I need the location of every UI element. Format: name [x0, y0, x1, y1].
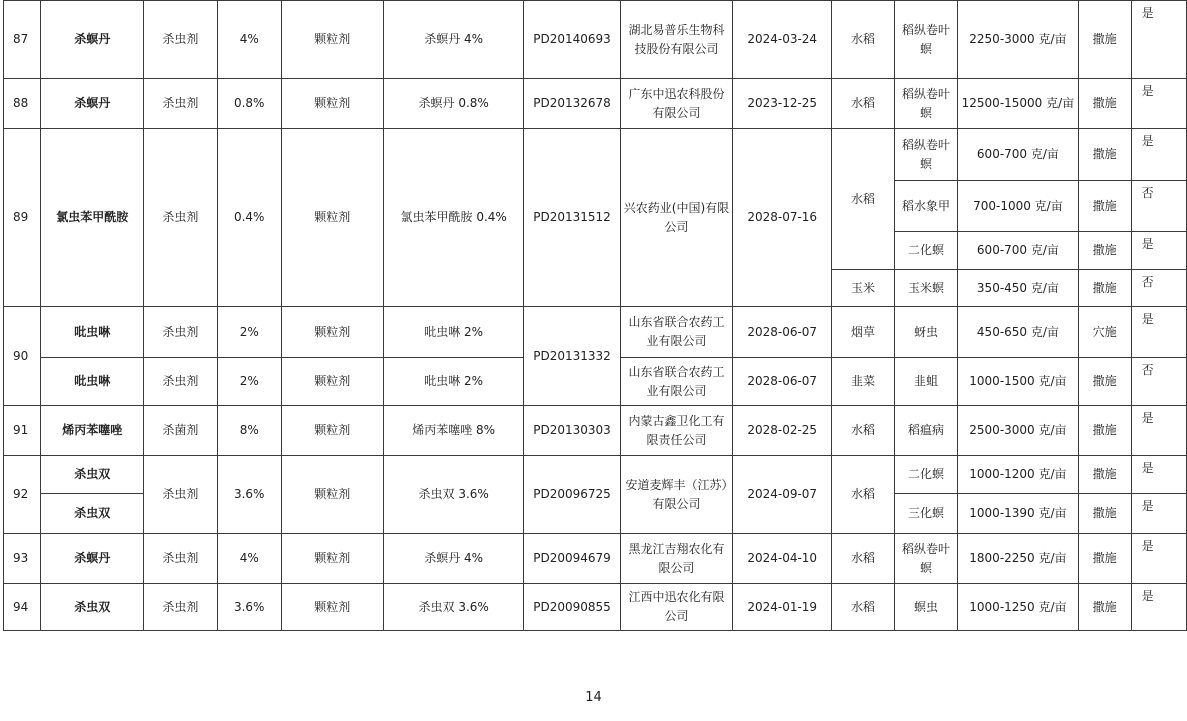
- dosage: 1000-1500 克/亩: [958, 358, 1078, 406]
- flag-value: 是: [1131, 79, 1186, 129]
- dosage: 700-1000 克/亩: [958, 181, 1078, 232]
- valid-until-date: 2023-12-25: [733, 79, 832, 129]
- registration-number: PD20096725: [524, 456, 620, 534]
- application-method: 撒施: [1078, 232, 1131, 270]
- application-method: 撒施: [1078, 494, 1131, 534]
- application-method: 撒施: [1078, 534, 1131, 584]
- crop: 水稻: [832, 534, 895, 584]
- content-percent: 2%: [217, 307, 281, 358]
- dosage: 1000-1390 克/亩: [958, 494, 1078, 534]
- target-pest: 二化螟: [894, 456, 958, 494]
- target-pest: 玉米螟: [894, 270, 958, 307]
- product-name: 吡虫啉 2%: [383, 307, 523, 358]
- content-percent: 2%: [217, 358, 281, 406]
- formulation: 颗粒剂: [281, 129, 383, 307]
- product-name: 杀螟丹 4%: [383, 534, 523, 584]
- target-pest: 三化螟: [894, 494, 958, 534]
- dosage: 600-700 克/亩: [958, 129, 1078, 181]
- application-method: 撒施: [1078, 129, 1131, 181]
- flag-value: 是: [1131, 232, 1186, 270]
- product-name: 杀虫双 3.6%: [383, 584, 523, 631]
- flag-value: 是: [1131, 129, 1186, 181]
- target-pest: 稻纵卷叶螟: [894, 1, 958, 79]
- registration-number: PD20140693: [524, 1, 620, 79]
- company-name: 兴农药业(中国)有限公司: [620, 129, 733, 307]
- ingredient-name: 杀虫双: [41, 494, 143, 534]
- application-method: 撒施: [1078, 456, 1131, 494]
- application-method: 撒施: [1078, 406, 1131, 456]
- dosage: 1800-2250 克/亩: [958, 534, 1078, 584]
- dosage: 600-700 克/亩: [958, 232, 1078, 270]
- target-pest: 稻纵卷叶螟: [894, 129, 958, 181]
- row-number: 90: [4, 307, 41, 406]
- table-row: [4, 129, 1187, 181]
- row-number: 89: [4, 129, 41, 307]
- target-pest: 稻纵卷叶螟: [894, 79, 958, 129]
- table-row: [4, 307, 1187, 358]
- company-name: 广东中迅农科股份有限公司: [620, 79, 733, 129]
- table-row: [4, 79, 1187, 129]
- row-number: 87: [4, 1, 41, 79]
- crop: 水稻: [832, 406, 895, 456]
- row-number: 88: [4, 79, 41, 129]
- target-pest: 稻水象甲: [894, 181, 958, 232]
- registration-number: PD20131332: [524, 307, 620, 406]
- content-percent: 8%: [217, 406, 281, 456]
- table-row: [4, 534, 1187, 584]
- formulation: 颗粒剂: [281, 534, 383, 584]
- ingredient-name: 氯虫苯甲酰胺: [41, 129, 143, 307]
- flag-value: 否: [1131, 270, 1186, 307]
- ingredient-name: 杀螟丹: [41, 1, 143, 79]
- content-percent: 0.4%: [217, 129, 281, 307]
- product-name: 杀虫双 3.6%: [383, 456, 523, 534]
- target-pest: 稻纵卷叶螟: [894, 534, 958, 584]
- formulation: 颗粒剂: [281, 584, 383, 631]
- pesticide-category: 杀虫剂: [143, 456, 217, 534]
- table-row: [4, 584, 1187, 631]
- pesticide-category: 杀虫剂: [143, 534, 217, 584]
- crop: 水稻: [832, 584, 895, 631]
- dosage: 1000-1250 克/亩: [958, 584, 1078, 631]
- formulation: 颗粒剂: [281, 406, 383, 456]
- formulation: 颗粒剂: [281, 456, 383, 534]
- formulation: 颗粒剂: [281, 79, 383, 129]
- content-percent: 4%: [217, 534, 281, 584]
- row-number: 94: [4, 584, 41, 631]
- formulation: 颗粒剂: [281, 1, 383, 79]
- pesticide-registration-table: [3, 0, 1187, 631]
- valid-until-date: 2024-04-10: [733, 534, 832, 584]
- registration-number: PD20090855: [524, 584, 620, 631]
- registration-number: PD20094679: [524, 534, 620, 584]
- row-number: 92: [4, 456, 41, 534]
- formulation: 颗粒剂: [281, 307, 383, 358]
- dosage: 1000-1200 克/亩: [958, 456, 1078, 494]
- application-method: 撒施: [1078, 584, 1131, 631]
- row-number: 93: [4, 534, 41, 584]
- dosage: 12500-15000 克/亩: [958, 79, 1078, 129]
- crop: 水稻: [832, 1, 895, 79]
- product-name: 吡虫啉 2%: [383, 358, 523, 406]
- dosage: 2500-3000 克/亩: [958, 406, 1078, 456]
- pesticide-category: 杀虫剂: [143, 129, 217, 307]
- pesticide-category: 杀虫剂: [143, 358, 217, 406]
- company-name: 江西中迅农化有限公司: [620, 584, 733, 631]
- valid-until-date: 2028-06-07: [733, 358, 832, 406]
- company-name: 黑龙江吉翔农化有限公司: [620, 534, 733, 584]
- valid-until-date: 2028-06-07: [733, 307, 832, 358]
- dosage: 450-650 克/亩: [958, 307, 1078, 358]
- crop: 水稻: [832, 456, 895, 534]
- dosage: 350-450 克/亩: [958, 270, 1078, 307]
- pesticide-category: 杀虫剂: [143, 584, 217, 631]
- pesticide-category: 杀菌剂: [143, 406, 217, 456]
- crop: 玉米: [832, 270, 895, 307]
- flag-value: 是: [1131, 584, 1186, 631]
- application-method: 撒施: [1078, 181, 1131, 232]
- product-name: 烯丙苯噻唑 8%: [383, 406, 523, 456]
- company-name: 内蒙古鑫卫化工有限责任公司: [620, 406, 733, 456]
- application-method: 撒施: [1078, 79, 1131, 129]
- target-pest: 蚜虫: [894, 307, 958, 358]
- application-method: 撒施: [1078, 270, 1131, 307]
- target-pest: 稻瘟病: [894, 406, 958, 456]
- flag-value: 否: [1131, 358, 1186, 406]
- registration-number: PD20132678: [524, 79, 620, 129]
- content-percent: 3.6%: [217, 584, 281, 631]
- table-row: [4, 406, 1187, 456]
- page-number: 14: [585, 690, 602, 705]
- flag-value: 是: [1131, 307, 1186, 358]
- row-number: 91: [4, 406, 41, 456]
- application-method: 穴施: [1078, 307, 1131, 358]
- flag-value: 是: [1131, 494, 1186, 534]
- pesticide-category: 杀虫剂: [143, 307, 217, 358]
- target-pest: 螟虫: [894, 584, 958, 631]
- pesticide-category: 杀虫剂: [143, 1, 217, 79]
- ingredient-name: 杀虫双: [41, 584, 143, 631]
- flag-value: 是: [1131, 406, 1186, 456]
- company-name: 山东省联合农药工业有限公司: [620, 307, 733, 358]
- ingredient-name: 吡虫啉: [41, 307, 143, 358]
- flag-value: 是: [1131, 1, 1186, 79]
- crop: 水稻: [832, 79, 895, 129]
- ingredient-name: 烯丙苯噻唑: [41, 406, 143, 456]
- ingredient-name: 吡虫啉: [41, 358, 143, 406]
- registration-number: PD20131512: [524, 129, 620, 307]
- valid-until-date: 2024-09-07: [733, 456, 832, 534]
- content-percent: 4%: [217, 1, 281, 79]
- product-name: 氯虫苯甲酰胺 0.4%: [383, 129, 523, 307]
- table-row: [4, 456, 1187, 494]
- company-name: 安道麦辉丰（江苏）有限公司: [620, 456, 733, 534]
- crop: 烟草: [832, 307, 895, 358]
- target-pest: 二化螟: [894, 232, 958, 270]
- crop: 韭菜: [832, 358, 895, 406]
- ingredient-name: 杀虫双: [41, 456, 143, 494]
- valid-until-date: 2024-03-24: [733, 1, 832, 79]
- target-pest: 韭蛆: [894, 358, 958, 406]
- flag-value: 是: [1131, 534, 1186, 584]
- pesticide-category: 杀虫剂: [143, 79, 217, 129]
- flag-value: 是: [1131, 456, 1186, 494]
- product-name: 杀螟丹 0.8%: [383, 79, 523, 129]
- dosage: 2250-3000 克/亩: [958, 1, 1078, 79]
- application-method: 撒施: [1078, 1, 1131, 79]
- ingredient-name: 杀螟丹: [41, 79, 143, 129]
- company-name: 山东省联合农药工业有限公司: [620, 358, 733, 406]
- application-method: 撒施: [1078, 358, 1131, 406]
- ingredient-name: 杀螟丹: [41, 534, 143, 584]
- table-row: [4, 1, 1187, 79]
- valid-until-date: 2028-02-25: [733, 406, 832, 456]
- registration-number: PD20130303: [524, 406, 620, 456]
- content-percent: 3.6%: [217, 456, 281, 534]
- company-name: 湖北易普乐生物科技股份有限公司: [620, 1, 733, 79]
- content-percent: 0.8%: [217, 79, 281, 129]
- product-name: 杀螟丹 4%: [383, 1, 523, 79]
- crop: 水稻: [832, 129, 895, 270]
- flag-value: 否: [1131, 181, 1186, 232]
- valid-until-date: 2028-07-16: [733, 129, 832, 307]
- formulation: 颗粒剂: [281, 358, 383, 406]
- valid-until-date: 2024-01-19: [733, 584, 832, 631]
